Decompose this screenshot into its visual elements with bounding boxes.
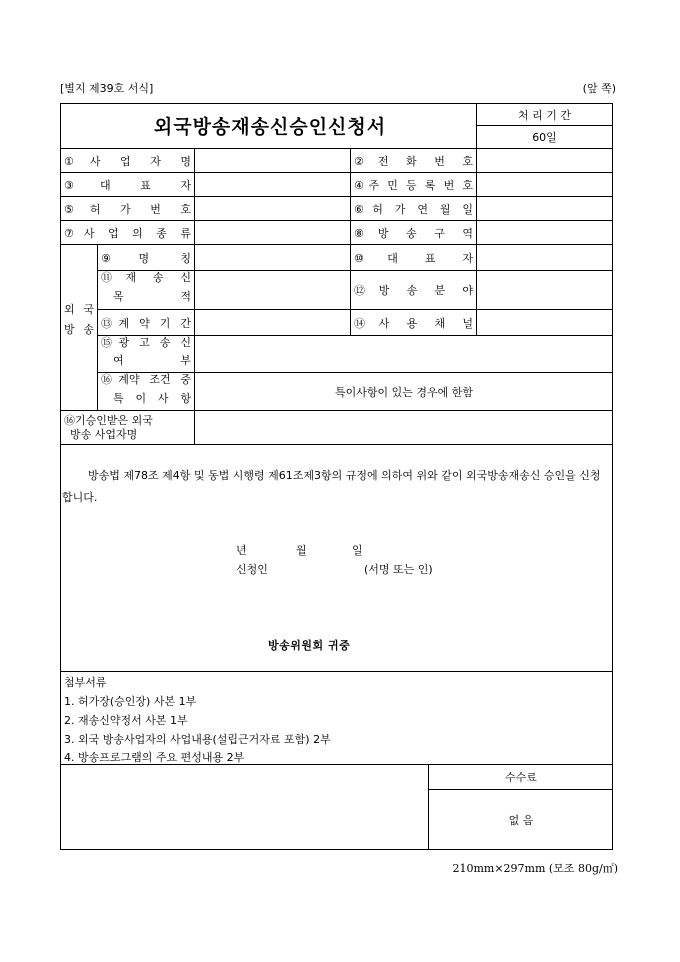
attachment-item: 1. 허가장(승인장) 사본 1부 xyxy=(64,695,197,708)
side-indicator: (앞 쪽) xyxy=(582,82,616,95)
contract-special-label: ⑯계약 조건 중 특 이 사 항 xyxy=(101,373,191,405)
date-year: 년 xyxy=(236,544,247,557)
broadcast-area-label: ⑧방 송 구 역 xyxy=(354,226,473,240)
channel-label: ⑭사 용 채 널 xyxy=(354,316,473,330)
form-title: 외국방송재송신승인신청서 xyxy=(153,116,387,138)
business-type-label: ⑦사 업 의 종 류 xyxy=(64,226,191,240)
addressee: 방송위원회 귀중 xyxy=(268,639,351,652)
approved-broadcaster-label: ⑯기승인받은 외국 방송 사업자명 xyxy=(64,413,153,441)
foreign-representative-label: ⑩대 표 자 xyxy=(354,251,473,265)
rebroadcast-purpose-label: ⑪재 송 신 목 적 xyxy=(101,271,191,303)
license-date-label: ⑥허 가 연 월 일 xyxy=(354,202,473,216)
foreign-broadcaster-group-label: 외 국 방 송 xyxy=(64,303,94,336)
application-statement: 방송법 제78조 제4항 및 동법 시행령 제61조제3항의 규정에 의하여 위와 같이 외국방송재송신 승인을 신청합니다. xyxy=(62,469,601,504)
representative-label: ③대 표 자 xyxy=(64,178,191,192)
fee-value: 없 음 xyxy=(508,814,534,827)
phone-label: ②전 화 번 호 xyxy=(354,154,473,168)
business-name-label: ①사 업 자 명 xyxy=(64,154,191,168)
date-month: 월 xyxy=(296,544,307,557)
processing-period-label: 처 리 기 간 xyxy=(518,108,571,122)
attachment-item: 4. 방송프로그램의 주요 편성내용 2부 xyxy=(64,751,245,764)
processing-period-value: 60일 xyxy=(532,131,557,144)
ad-transmission-label: ⑮광 고 송 신 여 부 xyxy=(101,336,191,367)
form-reference: [별지 제39호 서식] xyxy=(60,82,154,95)
attachment-item: 3. 외국 방송사업자의 사업내용(설립근거자료 포함) 2부 xyxy=(64,733,331,746)
attachment-item: 2. 재송신약정서 사본 1부 xyxy=(64,714,188,727)
resident-number-label: ④주 민 등 록 번 호 xyxy=(354,178,473,192)
signature-note: (서명 또는 인) xyxy=(364,563,433,576)
special-note: 특이사항이 있는 경우에 한함 xyxy=(334,385,473,399)
attachments-title: 첨부서류 xyxy=(64,676,107,689)
license-number-label: ⑤허 가 번 호 xyxy=(64,202,191,216)
contract-period-label: ⑬계 약 기 간 xyxy=(101,316,191,330)
broadcast-field-label: ⑫방 송 분 야 xyxy=(354,284,473,297)
date-day: 일 xyxy=(352,544,363,557)
paper-spec: 210mm×297mm (모조 80g/㎡) xyxy=(452,862,618,875)
applicant-label: 신청인 xyxy=(236,563,268,576)
foreign-name-label: ⑨명 칭 xyxy=(101,251,191,265)
fee-label: 수수료 xyxy=(505,771,537,784)
